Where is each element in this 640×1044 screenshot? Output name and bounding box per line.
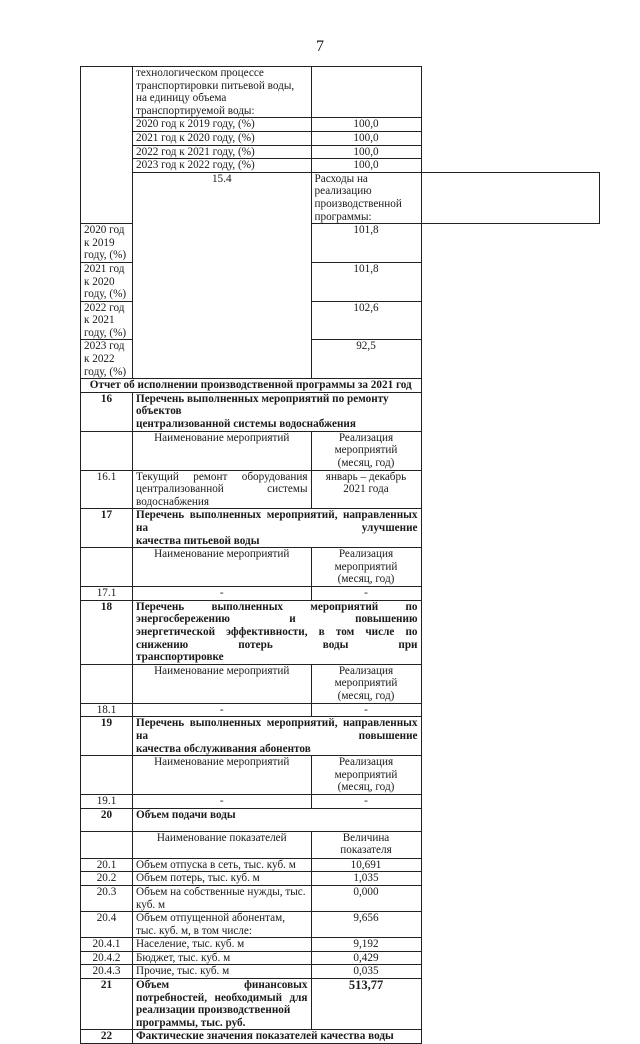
row-value: 92,5 xyxy=(311,340,421,379)
table-row xyxy=(81,664,600,703)
row-value: 10,691 xyxy=(311,858,421,872)
row-value: 513,77 xyxy=(311,979,421,1030)
row-value: - xyxy=(311,587,421,601)
events-name-header: Наименование мероприятий xyxy=(133,431,312,470)
events-impl-header xyxy=(311,431,421,470)
table-row xyxy=(81,431,600,470)
row-number: 16.1 xyxy=(81,470,133,509)
row-label: Объем отпущенной абонентам, тыс. куб. м, в том числе: xyxy=(133,912,312,938)
row-number xyxy=(81,664,133,703)
header-line: Реализация xyxy=(338,431,394,444)
header-line: мероприятий xyxy=(334,444,398,457)
label-line: Текущий ремонт оборудования централизованной системы xyxy=(136,470,308,496)
section-number: 16 xyxy=(81,392,133,431)
row-label: Прочие, тыс. куб. м xyxy=(133,965,312,979)
table-row xyxy=(81,587,600,601)
section-title-line: Перечень выполненных мероприятий, направленных на повышение xyxy=(136,717,418,742)
row-number: 17.1 xyxy=(81,587,133,601)
row-label: 2021 год к 2020 году, (%) xyxy=(133,131,312,145)
table-row xyxy=(81,808,600,831)
row-number: 20.4.3 xyxy=(81,965,133,979)
table-row xyxy=(81,548,600,587)
row-value: 1,035 xyxy=(311,872,421,886)
row-number: 20.4.2 xyxy=(81,951,133,965)
row-label: Объем потерь, тыс. куб. м xyxy=(133,872,312,886)
table-row xyxy=(81,1030,600,1044)
header-line: Реализация xyxy=(338,756,394,769)
table-row xyxy=(81,379,600,393)
section-title xyxy=(133,509,422,548)
section-number: 21 xyxy=(81,979,133,1030)
row-value: 100,0 xyxy=(311,131,421,145)
row-number xyxy=(81,431,133,470)
header-line: Реализация xyxy=(338,548,394,561)
row-value: 9,656 xyxy=(311,912,421,938)
table-row xyxy=(81,703,600,717)
section-title: Объем подачи воды xyxy=(133,808,422,831)
value-line: 2021 года xyxy=(343,483,389,496)
row-label: - xyxy=(133,587,312,601)
indicators-value-header xyxy=(311,831,421,858)
section-title: Фактические значения показателей качества воды xyxy=(133,1030,422,1044)
row-value: 100,0 xyxy=(311,159,421,173)
table-row xyxy=(81,872,600,886)
row-number xyxy=(81,831,133,858)
row-number: 20.4 xyxy=(81,912,133,938)
section-title-line: Объем финансовых потребностей, необходимый для xyxy=(136,979,308,1004)
row-number: 20.2 xyxy=(81,872,133,886)
table-row xyxy=(81,979,600,1030)
section-title-line: качества обслуживания абонентов xyxy=(136,742,311,755)
section-number: 22 xyxy=(81,1030,133,1044)
label-line: водоснабжения xyxy=(136,495,210,508)
row-value: 102,6 xyxy=(311,301,421,340)
header-line: показателя xyxy=(340,844,392,857)
row-value: - xyxy=(311,703,421,717)
row-label: Расходы на реализацию производственной программы: xyxy=(311,172,421,223)
header-line: (месяц, год) xyxy=(337,573,395,586)
table-row xyxy=(81,159,600,173)
page-number: 7 xyxy=(316,38,324,55)
section-title xyxy=(133,392,422,431)
events-impl-header xyxy=(311,664,421,703)
table-row xyxy=(81,392,600,431)
row-label: Население, тыс. куб. м xyxy=(133,938,312,952)
row-label: - xyxy=(133,703,312,717)
events-impl-header xyxy=(311,548,421,587)
row-value: 0,429 xyxy=(311,951,421,965)
row-value xyxy=(311,67,421,118)
row-label: 2020 год к 2019 году, (%) xyxy=(81,224,133,263)
table-row xyxy=(81,965,600,979)
section-title-line: энергетической эффективности, в том числе по снижению потерь воды при xyxy=(136,625,418,651)
row-value: 100,0 xyxy=(311,118,421,132)
events-name-header: Наименование мероприятий xyxy=(133,548,312,587)
row-value: 0,035 xyxy=(311,965,421,979)
table-row xyxy=(81,118,600,132)
header-line: (месяц, год) xyxy=(337,689,395,702)
table-row xyxy=(81,831,600,858)
row-label: 2022 год к 2021 году, (%) xyxy=(133,145,312,159)
row-label: Бюджет, тыс. куб. м xyxy=(133,951,312,965)
table-row xyxy=(81,509,600,548)
header-line: (месяц, год) xyxy=(337,781,395,794)
row-number: 15.4 xyxy=(133,172,312,379)
header-line: Реализация xyxy=(338,664,394,677)
row-label: Объем отпуска в сеть, тыс. куб. м xyxy=(133,858,312,872)
section-title-line: качества питьевой воды xyxy=(136,534,260,547)
section-title-line: Перечень выполненных мероприятий по энергосбережению и повышению xyxy=(136,600,418,626)
row-label: 2020 год к 2019 году, (%) xyxy=(133,118,312,132)
section-number: 18 xyxy=(81,600,133,664)
section-number: 17 xyxy=(81,509,133,548)
events-impl-header xyxy=(311,756,421,795)
row-label: 2023 год к 2022 году, (%) xyxy=(81,340,133,379)
table-row xyxy=(81,938,600,952)
table-row xyxy=(81,885,600,911)
section-title xyxy=(133,717,422,756)
production-program-table xyxy=(80,66,600,1044)
table-row xyxy=(81,172,600,223)
table-row xyxy=(81,912,600,938)
row-number: 20.4.1 xyxy=(81,938,133,952)
row-number xyxy=(81,67,133,224)
section-title-line: централизованной системы водоснабжения xyxy=(136,418,356,431)
row-number: 20.1 xyxy=(81,858,133,872)
section-title-line: Перечень выполненных мероприятий, направленных на улучшение xyxy=(136,509,418,534)
row-value: 101,8 xyxy=(311,262,421,301)
description-line: на единицу объема транспортируемой воды: xyxy=(136,92,255,117)
value-line: январь – декабрь xyxy=(325,470,407,483)
header-line: (месяц, год) xyxy=(337,456,395,469)
table-row xyxy=(81,951,600,965)
table-row xyxy=(81,795,600,809)
row-label: Объем на собственные нужды, тыс. куб. м xyxy=(133,885,312,911)
section-title xyxy=(133,600,422,664)
row-number: 19.1 xyxy=(81,795,133,809)
row-number xyxy=(81,756,133,795)
row-value xyxy=(421,172,600,223)
table-row xyxy=(81,145,600,159)
table-row xyxy=(81,600,600,664)
report-title: Отчет об исполнении производственной программы за 2021 год xyxy=(81,379,422,393)
row-label: 2023 год к 2022 году, (%) xyxy=(133,159,312,173)
row-label: 2022 год к 2021 году, (%) xyxy=(81,301,133,340)
row-number: 18.1 xyxy=(81,703,133,717)
header-line: Величина xyxy=(342,831,390,844)
row-description xyxy=(133,67,312,118)
events-name-header: Наименование мероприятий xyxy=(133,664,312,703)
row-value: 101,8 xyxy=(311,224,421,263)
section-title-line: Перечень выполненных мероприятий по ремонту объектов xyxy=(136,392,389,418)
row-number xyxy=(81,548,133,587)
section-number: 20 xyxy=(81,808,133,831)
description-line: технологическом процессе транспортировки питьевой воды, xyxy=(136,67,295,92)
header-line: мероприятий xyxy=(334,768,398,781)
header-line: мероприятий xyxy=(334,560,398,573)
row-label: 2021 год к 2020 году, (%) xyxy=(81,262,133,301)
table-row xyxy=(81,756,600,795)
row-value xyxy=(311,470,421,509)
header-line: мероприятий xyxy=(334,677,398,690)
indicators-name-header: Наименование показателей xyxy=(133,831,312,858)
row-value: - xyxy=(311,795,421,809)
row-value: 100,0 xyxy=(311,145,421,159)
table-row xyxy=(81,67,600,118)
row-number: 20.3 xyxy=(81,885,133,911)
table-row xyxy=(81,858,600,872)
section-title-line: транспортировке xyxy=(136,651,224,664)
row-label: - xyxy=(133,795,312,809)
section-number: 19 xyxy=(81,717,133,756)
row-value: 9,192 xyxy=(311,938,421,952)
section-title-line: реализации производственной программы, тыс. руб. xyxy=(136,1004,291,1029)
row-value: 0,000 xyxy=(311,885,421,911)
events-name-header: Наименование мероприятий xyxy=(133,756,312,795)
table-row xyxy=(81,717,600,756)
row-label xyxy=(133,470,312,509)
table-row xyxy=(81,131,600,145)
table-row xyxy=(81,470,600,509)
section-title xyxy=(133,979,312,1030)
